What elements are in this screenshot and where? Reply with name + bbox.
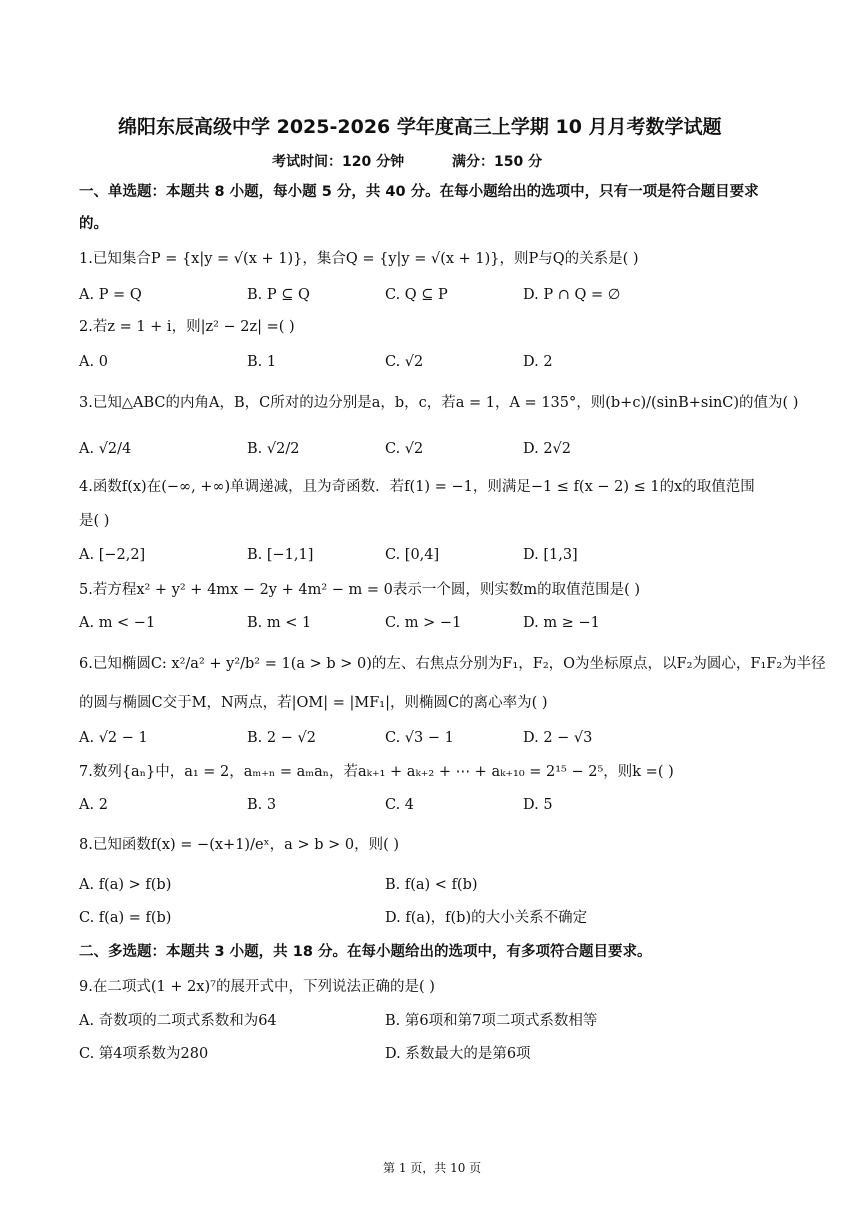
question-4-stem: 4.函数f(x)在(−∞, +∞)单调递减，且为奇函数．若f(1) = −1，则满足−1 ≤ f(x − 2) ≤ 1的x的取值范围 xyxy=(79,479,755,495)
question-6-stem: 6.已知椭圆C: x²/a² + y²/b² = 1(a > b > 0)的左、右焦点分别为F₁，F₂，O为坐标原点，以F₂为圆心，F₁F₂为半径 xyxy=(79,656,826,672)
exam-score: 满分：150 分 xyxy=(452,154,543,170)
q1-option-c[interactable]: C. Q ⊆ P xyxy=(385,287,448,303)
q5-option-c[interactable]: C. m > −1 xyxy=(385,615,462,631)
q2-option-a[interactable]: A. 0 xyxy=(79,354,108,370)
q8-option-b[interactable]: B. f(a) < f(b) xyxy=(385,877,478,893)
q2-option-d[interactable]: D. 2 xyxy=(523,354,553,370)
question-9-stem: 9.在二项式(1 + 2x)⁷的展开式中，下列说法正确的是( ) xyxy=(79,979,435,995)
question-2-stem: 2.若z = 1 + i，则|z² − 2z| =( ) xyxy=(79,319,295,335)
q4-option-d[interactable]: D. [1,3] xyxy=(523,547,578,563)
q5-option-a[interactable]: A. m < −1 xyxy=(79,615,156,631)
question-1-stem: 1.已知集合P = {x|y = √(x + 1)}，集合Q = {y|y = √(x + 1)}，则P与Q的关系是( ) xyxy=(79,251,639,267)
page-footer: 第 1 页，共 10 页 xyxy=(383,1161,482,1175)
q3-option-b[interactable]: B. √2/2 xyxy=(247,441,300,457)
q2-option-c[interactable]: C. √2 xyxy=(385,354,424,370)
question-6-stem-cont: 的圆与椭圆C交于M，N两点，若|OM| = |MF₁|，则椭圆C的离心率为( ) xyxy=(79,695,548,711)
question-4-stem-cont: 是( ) xyxy=(79,513,110,529)
question-7-stem: 7.数列{aₙ}中，a₁ = 2，aₘ₊ₙ = aₘaₙ，若aₖ₊₁ + aₖ₊₂ + ⋯ + aₖ₊₁₀ = 2¹⁵ − 2⁵，则k =( ) xyxy=(79,764,674,780)
q1-option-b[interactable]: B. P ⊆ Q xyxy=(247,287,310,303)
q9-option-a[interactable]: A. 奇数项的二项式系数和为64 xyxy=(79,1013,277,1029)
q3-option-c[interactable]: C. √2 xyxy=(385,441,424,457)
q7-option-d[interactable]: D. 5 xyxy=(523,797,553,813)
q1-option-a[interactable]: A. P = Q xyxy=(79,287,142,303)
q2-option-b[interactable]: B. 1 xyxy=(247,354,277,370)
q5-option-d[interactable]: D. m ≥ −1 xyxy=(523,615,600,631)
q9-option-b[interactable]: B. 第6项和第7项二项式系数相等 xyxy=(385,1013,598,1029)
section2-heading: 二、多选题：本题共 3 小题，共 18 分。在每小题给出的选项中，有多项符合题目要求。 xyxy=(79,944,652,960)
q8-option-d[interactable]: D. f(a)，f(b)的大小关系不确定 xyxy=(385,910,588,926)
q6-option-d[interactable]: D. 2 − √3 xyxy=(523,730,593,746)
q4-option-c[interactable]: C. [0,4] xyxy=(385,547,440,563)
q3-option-a[interactable]: A. √2/4 xyxy=(79,441,132,457)
question-8-stem: 8.已知函数f(x) = −(x+1)/eˣ，a > b > 0，则( ) xyxy=(79,837,399,853)
q6-option-c[interactable]: C. √3 − 1 xyxy=(385,730,454,746)
section1-heading: 一、单选题：本题共 8 小题，每小题 5 分，共 40 分。在每小题给出的选项中，只有一项是符合题目要求 xyxy=(79,184,759,200)
q8-option-a[interactable]: A. f(a) > f(b) xyxy=(79,877,172,893)
q9-option-c[interactable]: C. 第4项系数为280 xyxy=(79,1046,209,1062)
exam-time: 考试时间：120 分钟 xyxy=(272,154,405,170)
q6-option-a[interactable]: A. √2 − 1 xyxy=(79,730,148,746)
q4-option-b[interactable]: B. [−1,1] xyxy=(247,547,314,563)
q7-option-c[interactable]: C. 4 xyxy=(385,797,415,813)
q9-option-d[interactable]: D. 系数最大的是第6项 xyxy=(385,1046,531,1062)
page-title: 绵阳东辰高级中学 2025-2026 学年度高三上学期 10 月月考数学试题 xyxy=(118,116,722,138)
q5-option-b[interactable]: B. m < 1 xyxy=(247,615,312,631)
section1-heading-cont: 的。 xyxy=(79,216,108,232)
q7-option-b[interactable]: B. 3 xyxy=(247,797,277,813)
q4-option-a[interactable]: A. [−2,2] xyxy=(79,547,146,563)
q6-option-b[interactable]: B. 2 − √2 xyxy=(247,730,316,746)
q3-option-d[interactable]: D. 2√2 xyxy=(523,441,572,457)
q7-option-a[interactable]: A. 2 xyxy=(79,797,108,813)
question-3-stem: 3.已知△ABC的内角A，B，C所对的边分别是a，b，c，若a = 1，A = 135°，则(b+c)/(sinB+sinC)的值为( ) xyxy=(79,395,799,411)
q8-option-c[interactable]: C. f(a) = f(b) xyxy=(79,910,172,926)
question-5-stem: 5.若方程x² + y² + 4mx − 2y + 4m² − m = 0表示一个圆，则实数m的取值范围是( ) xyxy=(79,582,641,598)
q1-option-d[interactable]: D. P ∩ Q = ∅ xyxy=(523,287,621,303)
